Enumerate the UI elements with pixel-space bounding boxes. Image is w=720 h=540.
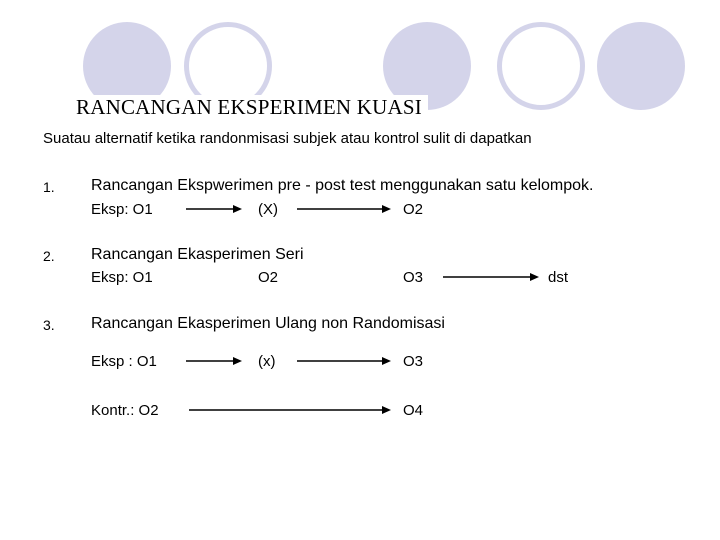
item-2-heading: Rancangan Ekasperimen Seri (91, 246, 304, 263)
item-1-heading: Rancangan Ekspwerimen pre - post test menggunakan satu kelompok. (91, 177, 594, 194)
item-1-middle: (X) (258, 201, 278, 218)
item-2-number: 2. (43, 248, 55, 264)
item-2-arrow (442, 270, 540, 284)
item-1-number: 1. (43, 179, 55, 195)
item-3-number: 3. (43, 317, 55, 333)
item-3-kontr-label: Kontr.: O2 (91, 402, 159, 419)
item-1-label: Eksp: O1 (91, 201, 153, 218)
item-1-arrow-2 (296, 202, 392, 216)
item-3-eksp-label: Eksp : O1 (91, 353, 157, 370)
slide-subtitle: Suatau alternatif ketika randonmisasi subjek atau kontrol sulit di dapatkan (43, 130, 532, 147)
item-3-eksp-middle: (x) (258, 353, 276, 370)
decor-circle-5 (597, 22, 685, 110)
item-2-label: Eksp: O1 (91, 269, 153, 286)
decor-circle-4 (497, 22, 585, 110)
item-2-end: O3 (403, 269, 424, 286)
item-3-eksp-arrow-1 (185, 354, 243, 368)
item-3-kontr-end: O4 (403, 402, 424, 419)
item-3-heading: Rancangan Ekasperimen Ulang non Randomisasi (91, 315, 445, 332)
item-2-middle: O2 (258, 269, 279, 286)
slide-title: RANCANGAN EKSPERIMEN KUASI (76, 95, 428, 120)
item-3-kontr-arrow (188, 403, 392, 417)
item-1-end: O2 (403, 201, 424, 218)
item-1-arrow-1 (185, 202, 243, 216)
item-3-eksp-end: O3 (403, 353, 424, 370)
item-3-eksp-arrow-2 (296, 354, 392, 368)
item-2-extra: dst (548, 269, 569, 286)
